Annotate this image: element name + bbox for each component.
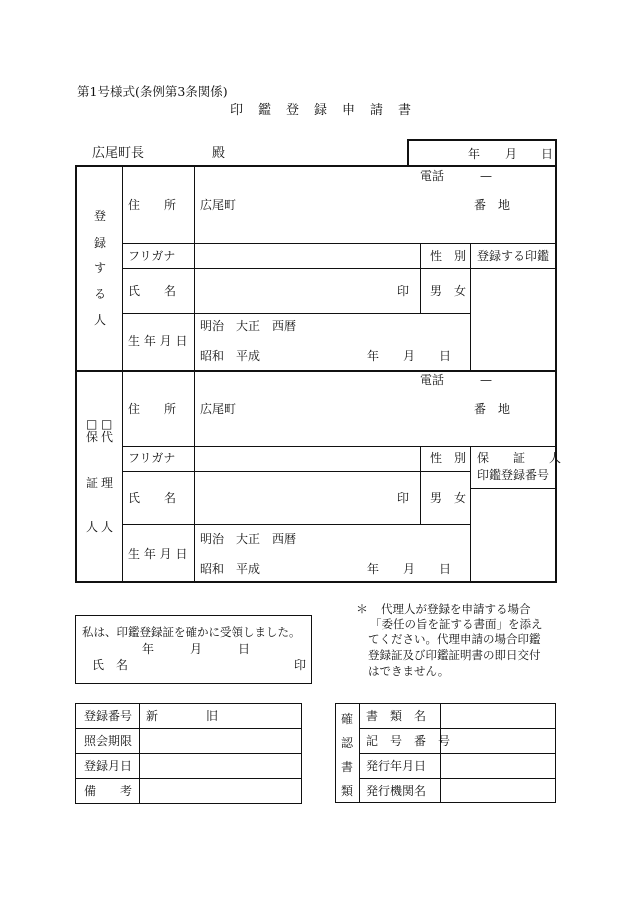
guarantor-address-town[interactable]: 広尾町 xyxy=(200,402,237,416)
office-row-remarks: 備 考 xyxy=(84,784,133,798)
guarantor-label-ho: 保 xyxy=(86,430,99,444)
registrant-address-town[interactable]: 広尾町 xyxy=(200,198,237,212)
note-line-2: 「委任の旨を証する書面」を添え xyxy=(370,617,543,631)
confirm-row-issuer: 発行機関名 xyxy=(366,784,427,798)
office-new-label[interactable]: 新 xyxy=(146,709,159,723)
registrant-side-2: 録 xyxy=(94,236,107,250)
col-divider-1 xyxy=(122,166,123,582)
honorific: 殿 xyxy=(212,146,226,161)
date-box xyxy=(407,139,557,167)
guarantor-seal-header-1: 保 証 人 xyxy=(477,451,562,465)
col-divider-2 xyxy=(194,166,195,582)
confirm-row-issue-date: 発行年月日 xyxy=(366,759,427,773)
date-day[interactable]: 日 xyxy=(541,147,554,161)
registrant-side-4: る xyxy=(94,287,107,301)
registrant-side-5: 人 xyxy=(94,313,107,327)
registrant-seal-header: 登録する印鑑 xyxy=(477,249,550,263)
receipt-name-label: 氏 名 xyxy=(92,658,129,672)
registrant-birth-month: 月 xyxy=(403,349,416,363)
note-line-5: はできません。 xyxy=(368,664,450,678)
office-row-registration-date: 登録月日 xyxy=(84,759,133,773)
receipt-seal: 印 xyxy=(294,658,307,672)
receipt-month: 月 xyxy=(190,642,203,656)
guarantor-birth-year: 年 xyxy=(367,562,380,576)
registrant-phone-dash[interactable]: — xyxy=(480,169,492,183)
registrant-male[interactable]: 男 xyxy=(430,284,443,298)
note-asterisk: ＊ xyxy=(356,602,369,616)
guarantor-seal-header-2: 印鑑登録番号 xyxy=(477,468,550,482)
registrant-side-1: 登 xyxy=(94,209,107,223)
confirm-side-2: 認 xyxy=(341,736,354,750)
guarantor-female[interactable]: 女 xyxy=(454,491,467,505)
guarantor-label-dai: 代 xyxy=(101,430,114,444)
guarantor-label-sho: 証 xyxy=(86,476,99,490)
confirm-side-1: 確 xyxy=(341,712,354,726)
confirm-row-doc-name: 書 類 名 xyxy=(366,709,427,723)
confirm-side-4: 類 xyxy=(341,784,354,798)
page-title: 印 鑑 登 録 申 請 書 xyxy=(230,103,413,118)
receipt-day: 日 xyxy=(238,642,251,656)
registrant-birth-day: 日 xyxy=(439,349,452,363)
guarantor-phone-dash[interactable]: — xyxy=(480,373,492,387)
guarantor-label-ri: 理 xyxy=(101,476,114,490)
office-old-label[interactable]: 旧 xyxy=(206,709,219,723)
form-number: 第1号様式(条例第3条関係) xyxy=(77,84,228,99)
guarantor-male[interactable]: 男 xyxy=(430,491,443,505)
guarantor-birth-label: 生 年 月 日 xyxy=(128,547,188,561)
guarantor-phone-label: 電話 xyxy=(420,373,445,387)
addressee: 広尾町長 xyxy=(92,146,145,161)
guarantor-birth-month: 月 xyxy=(403,562,416,576)
receipt-year: 年 xyxy=(142,642,155,656)
guarantor-address-label: 住 所 xyxy=(128,402,177,416)
guarantor-checkbox-2[interactable]: □ xyxy=(101,417,113,431)
date-month[interactable]: 月 xyxy=(505,147,518,161)
guarantor-gender-label: 性 別 xyxy=(430,451,467,465)
confirm-row-number: 記 号 番 号 xyxy=(366,734,451,748)
registrant-birth-label: 生 年 月 日 xyxy=(128,334,188,348)
note-line-4: 登録証及び印鑑証明書の即日交付 xyxy=(368,648,541,662)
guarantor-label-nin1: 人 xyxy=(86,520,99,534)
note-line-1: 代理人が登録を申請する場合 xyxy=(381,602,531,616)
office-row-registration-no: 登録番号 xyxy=(84,709,133,723)
guarantor-banchi: 番 地 xyxy=(474,402,511,416)
guarantor-name-label: 氏 名 xyxy=(128,491,177,505)
guarantor-label-nin2: 人 xyxy=(101,520,114,534)
receipt-statement: 私は、印鑑登録証を確かに受領しました。 xyxy=(82,625,301,639)
registrant-gender-label: 性 別 xyxy=(430,249,467,263)
registrant-era-line2[interactable]: 昭和 平成 xyxy=(200,349,261,363)
guarantor-era-line1[interactable]: 明治 大正 西暦 xyxy=(200,532,297,546)
registrant-phone-label: 電話 xyxy=(420,169,445,183)
guarantor-checkbox-1[interactable]: □ xyxy=(86,417,98,431)
note-line-3: てください。代理申請の場合印鑑 xyxy=(368,632,541,646)
registrant-name-label: 氏 名 xyxy=(128,284,177,298)
registrant-birth-year: 年 xyxy=(367,349,380,363)
registrant-side-3: す xyxy=(94,261,107,275)
guarantor-seal-mark: 印 xyxy=(397,491,410,505)
section-divider xyxy=(75,370,557,372)
guarantor-birth-day: 日 xyxy=(439,562,452,576)
registrant-furigana-label: フリガナ xyxy=(128,249,176,263)
registrant-female[interactable]: 女 xyxy=(454,284,467,298)
date-year[interactable]: 年 xyxy=(468,147,481,161)
confirm-side-3: 書 xyxy=(341,760,354,774)
guarantor-era-line2[interactable]: 昭和 平成 xyxy=(200,562,261,576)
registrant-banchi: 番 地 xyxy=(474,198,511,212)
registrant-era-line1[interactable]: 明治 大正 西暦 xyxy=(200,319,297,333)
office-row-inquiry-deadline: 照会期限 xyxy=(84,734,133,748)
registrant-seal-mark: 印 xyxy=(397,284,410,298)
guarantor-furigana-label: フリガナ xyxy=(128,451,176,465)
registrant-address-label: 住 所 xyxy=(128,198,177,212)
